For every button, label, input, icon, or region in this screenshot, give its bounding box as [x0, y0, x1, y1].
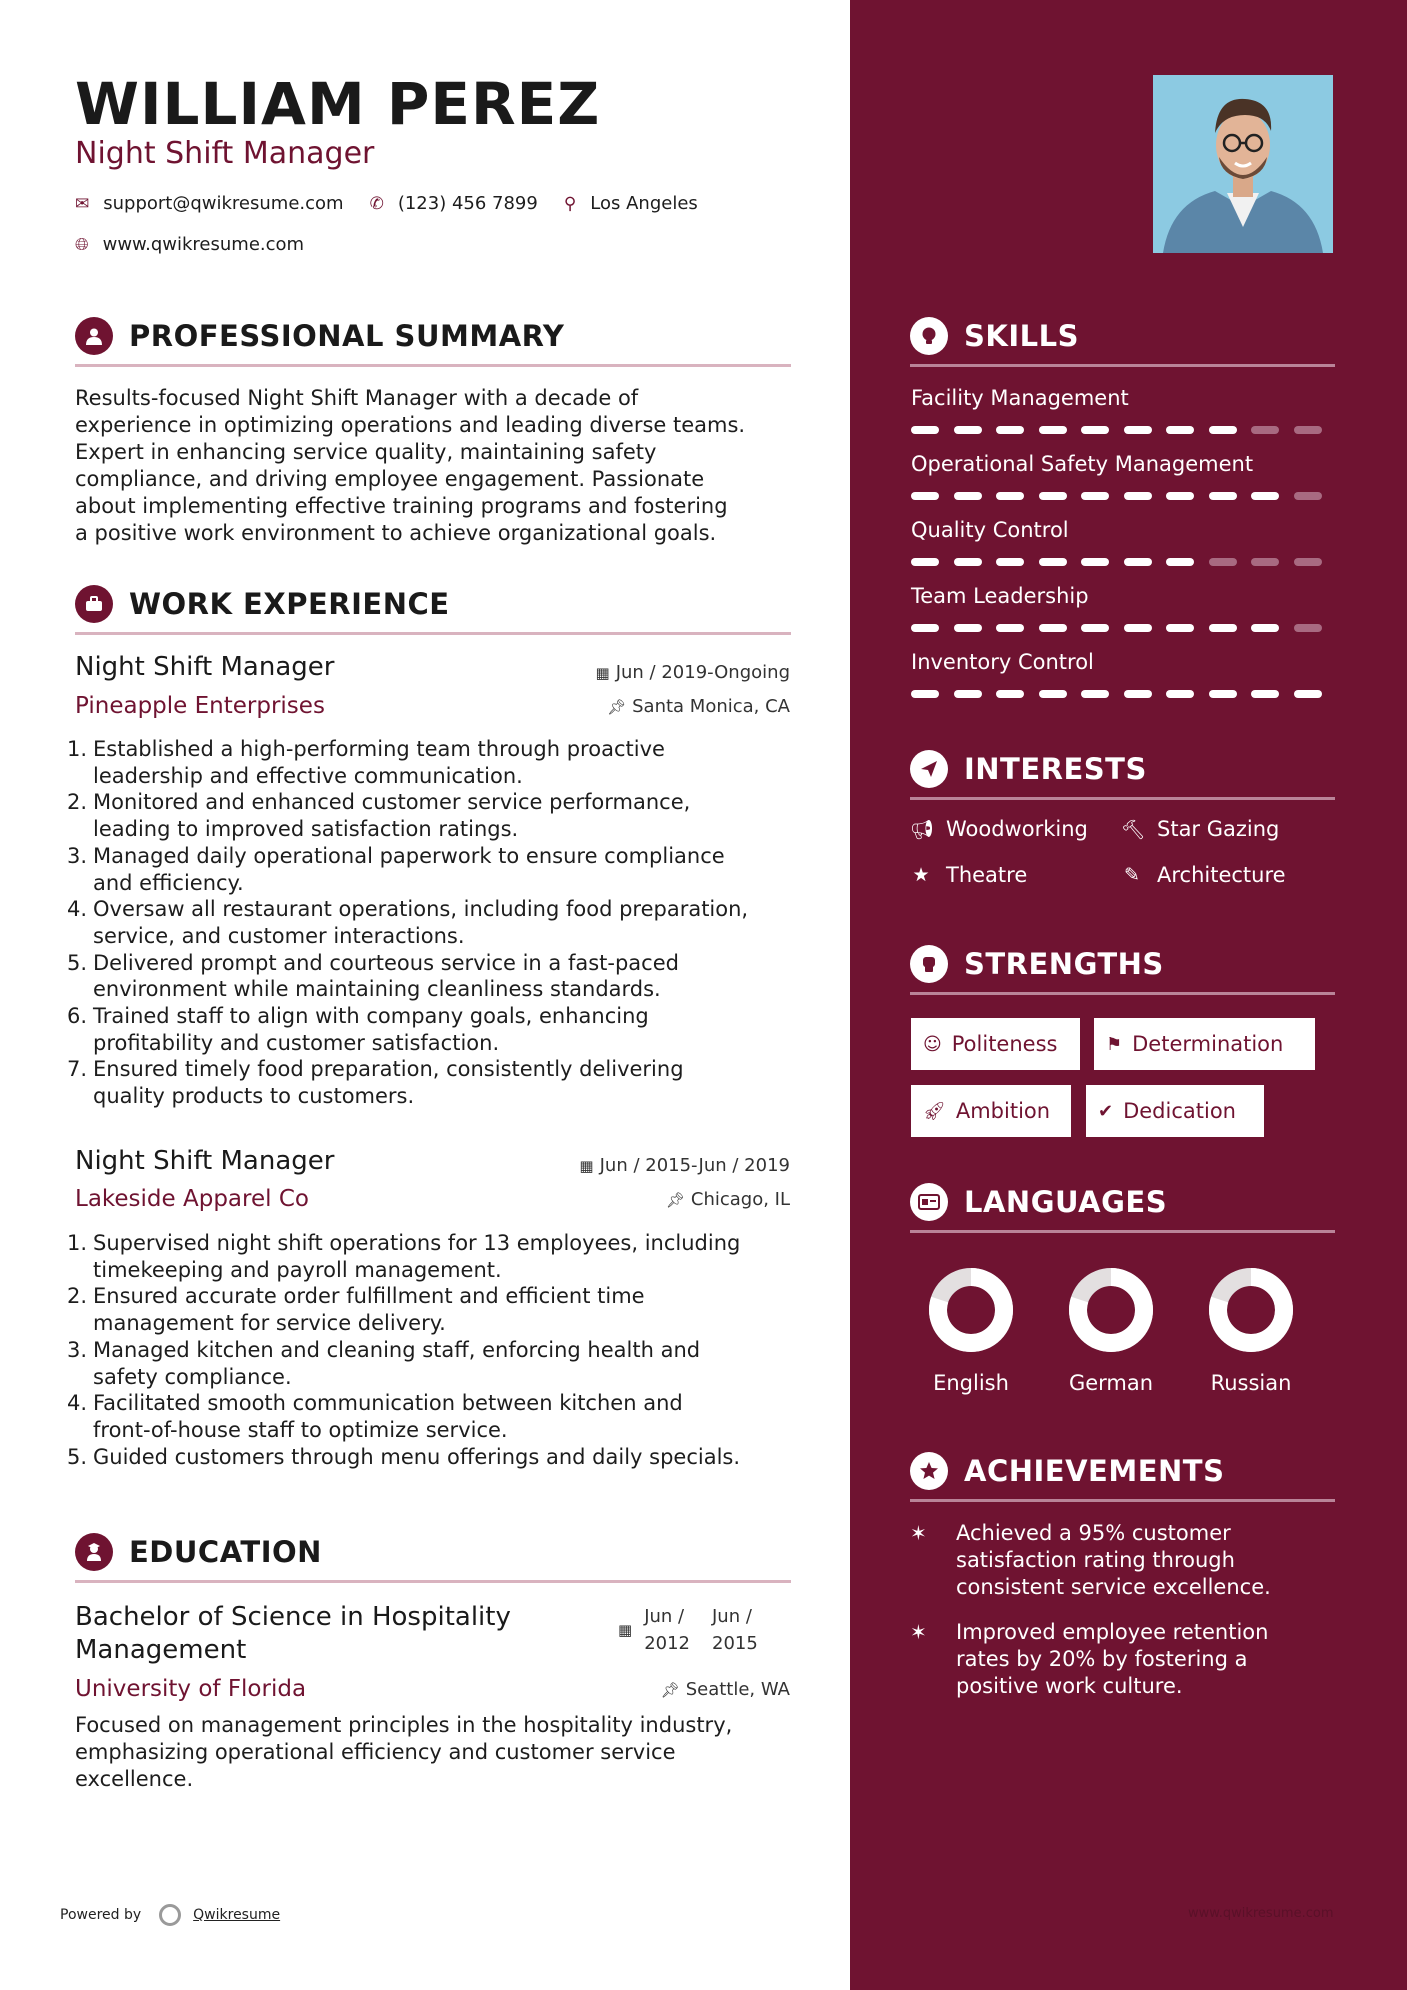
- skill-dash: [1294, 690, 1322, 698]
- check-circle-icon: ✔: [1098, 1100, 1114, 1122]
- interest-item: [910, 863, 1027, 887]
- skill-dash: [1166, 624, 1194, 632]
- degree-line: Management: [75, 1635, 247, 1665]
- language-ring: [1066, 1265, 1156, 1355]
- skill-dash: [911, 426, 939, 434]
- job-title: Night Shift Manager: [75, 652, 335, 682]
- user-icon: [75, 317, 113, 355]
- interests-rule: [910, 797, 1335, 800]
- strengths-rule: [910, 992, 1335, 995]
- skill-dash: [1209, 690, 1237, 698]
- degree-line: Bachelor of Science in Hospitality: [75, 1602, 511, 1632]
- skill-dash: [911, 492, 939, 500]
- list-line: Managed kitchen and cleaning staff, enforcing health and: [93, 1337, 701, 1362]
- job-title: Night Shift Manager: [75, 1146, 335, 1176]
- education-rule: [75, 1580, 791, 1583]
- interest-item: [910, 817, 1088, 841]
- summary-line: compliance, and driving employee engagement. Passionate: [75, 467, 705, 491]
- interest-label: Architecture: [1157, 863, 1286, 887]
- calendar-icon: ▦: [618, 1621, 633, 1639]
- skill-name: Facility Management: [911, 386, 1129, 410]
- list-line: management for service delivery.: [93, 1311, 446, 1336]
- phone-text: (123) 456 7899: [397, 193, 538, 214]
- powered-by-text: Powered by: [60, 1907, 142, 1923]
- education-heading: [75, 1528, 791, 1576]
- language-ring: [926, 1265, 1016, 1355]
- skill-dash: [954, 624, 982, 632]
- list-item: [67, 789, 797, 842]
- language-ring: [1206, 1265, 1296, 1355]
- interest-label: Star Gazing: [1157, 817, 1280, 841]
- skill-dash: [1039, 690, 1067, 698]
- list-line: Ensured timely food preparation, consistently delivering: [93, 1057, 684, 1082]
- list-line: Guided customers through menu offerings and daily specials.: [93, 1444, 741, 1469]
- skill-dash: [1166, 690, 1194, 698]
- skill-dash: [1124, 558, 1152, 566]
- job-bullets: [67, 736, 797, 1110]
- list-line: front-of-house staff to optimize service.: [93, 1417, 508, 1442]
- skill-dash: [1209, 426, 1237, 434]
- list-line: timekeeping and payroll management.: [93, 1257, 502, 1282]
- calendar-icon: ▦: [579, 1157, 594, 1175]
- skill-dash: [1124, 624, 1152, 632]
- job-location: [666, 1189, 790, 1210]
- achievement-line: satisfaction rating through: [956, 1548, 1235, 1572]
- achievement-line: Improved employee retention: [956, 1620, 1269, 1644]
- list-line: Ensured accurate order fulfillment and efficient time: [93, 1284, 645, 1309]
- list-number: 4.: [67, 1391, 88, 1416]
- skill-name: Inventory Control: [911, 650, 1094, 674]
- list-line: safety compliance.: [93, 1364, 292, 1389]
- job-date-text: Jun / 2015-Jun / 2019: [599, 1155, 790, 1176]
- skill-dash: [996, 624, 1024, 632]
- skill-dash: [1251, 558, 1279, 566]
- skill-dash: [1039, 426, 1067, 434]
- strength-label: Politeness: [951, 1032, 1058, 1056]
- list-line: Trained staff to align with company goals, enhancing: [93, 1004, 649, 1029]
- skill-dash: [996, 492, 1024, 500]
- language-label: German: [1068, 1371, 1154, 1395]
- list-number: 3.: [67, 843, 88, 868]
- envelope-icon: ✉: [75, 193, 90, 214]
- experience-rule: [75, 632, 791, 635]
- fist-icon: [910, 945, 948, 983]
- briefcase-icon: [75, 585, 113, 623]
- summary-text: [75, 385, 795, 547]
- list-number: 1.: [67, 737, 88, 761]
- strengths-heading: [910, 940, 1335, 988]
- calendar-icon: ▦: [595, 664, 610, 682]
- watermark-text: www.qwikresume.com: [1188, 1906, 1334, 1921]
- achievement-text: [956, 1520, 1271, 1601]
- skill-dash: [954, 426, 982, 434]
- education-end-month: Jun /: [712, 1606, 752, 1627]
- education-title: EDUCATION: [129, 1535, 322, 1569]
- education-dates: [618, 1603, 758, 1657]
- achievement-item: [910, 1619, 1330, 1700]
- education-line: emphasizing operational efficiency and customer service: [75, 1740, 676, 1764]
- megaphone-icon: 📢︎: [910, 818, 935, 841]
- list-line: Monitored and enhanced customer service performance,: [93, 790, 691, 815]
- achievement-line: Achieved a 95% customer: [956, 1521, 1231, 1545]
- list-item: [67, 843, 797, 896]
- qwikresume-logo-icon: [159, 1904, 181, 1926]
- job-company: Lakeside Apparel Co: [75, 1186, 309, 1212]
- list-line: environment while maintaining cleanliness standards.: [93, 977, 661, 1002]
- list-item: [67, 1283, 797, 1336]
- skill-dash: [1124, 426, 1152, 434]
- summary-line: Expert in enhancing service quality, maintaining safety: [75, 440, 657, 464]
- education-description: [75, 1712, 795, 1793]
- skill-dash: [1294, 426, 1322, 434]
- summary-line: experience in optimizing operations and leading diverse teams.: [75, 413, 746, 437]
- profile-photo: [1153, 75, 1333, 253]
- achievements-rule: [910, 1499, 1335, 1502]
- list-number: 3.: [67, 1337, 88, 1362]
- skills-rule: [910, 364, 1335, 367]
- achievement-line: positive work culture.: [956, 1674, 1183, 1698]
- achievements-title: ACHIEVEMENTS: [964, 1454, 1225, 1488]
- skill-dash: [911, 690, 939, 698]
- skill-dash: [954, 690, 982, 698]
- skill-dash: [1294, 492, 1322, 500]
- skill-dash: [1081, 624, 1109, 632]
- strength-chip: [1094, 1018, 1315, 1070]
- list-number: 5.: [67, 950, 88, 975]
- list-item: [67, 1390, 797, 1443]
- list-line: and efficiency.: [93, 870, 244, 895]
- job-location: [607, 696, 790, 717]
- candidate-name: WILLIAM PEREZ: [75, 70, 601, 138]
- website-link[interactable]: www.qwikresume.com: [102, 234, 305, 255]
- ruler-icon: ✎: [1124, 864, 1140, 886]
- list-item: [67, 736, 797, 789]
- skill-dash: [911, 624, 939, 632]
- list-line: profitability and customer satisfaction.: [93, 1030, 500, 1055]
- job-location-text: Chicago, IL: [690, 1189, 790, 1210]
- list-number: 1.: [67, 1231, 88, 1255]
- skill-bar: [911, 558, 1336, 566]
- strength-chip: [911, 1085, 1071, 1137]
- skill-dash: [1294, 624, 1322, 632]
- shooting-star-icon: ✶: [910, 1620, 927, 1644]
- summary-heading: [75, 312, 791, 360]
- lightbulb-icon: [910, 317, 948, 355]
- skill-name: Operational Safety Management: [911, 452, 1254, 476]
- skill-dash: [1081, 492, 1109, 500]
- achievement-line: rates by 20% by fostering a: [956, 1647, 1248, 1671]
- skills-heading: [910, 312, 1335, 360]
- rocket-icon: 🚀︎: [923, 1100, 946, 1122]
- skill-name: Quality Control: [911, 518, 1069, 542]
- skill-dash: [996, 426, 1024, 434]
- skill-dash: [1209, 492, 1237, 500]
- list-item: [67, 1056, 797, 1109]
- skill-dash: [911, 558, 939, 566]
- skill-dash: [954, 558, 982, 566]
- skills-title: SKILLS: [964, 319, 1079, 353]
- list-line: leadership and effective communication.: [93, 763, 523, 788]
- summary-line: a positive work environment to achieve organizational goals.: [75, 521, 717, 545]
- footer: [60, 1904, 280, 1926]
- list-item: [67, 1337, 797, 1390]
- education-start: [644, 1603, 690, 1657]
- language-label: Russian: [1210, 1371, 1292, 1395]
- list-line: Delivered prompt and courteous service in a fast-paced: [93, 950, 679, 975]
- interest-item: [1121, 817, 1279, 841]
- summary-line: about implementing effective training programs and fostering: [75, 494, 728, 518]
- skill-dash: [1124, 690, 1152, 698]
- interests-title: INTERESTS: [964, 752, 1147, 786]
- skill-bar: [911, 624, 1336, 632]
- summary-title: PROFESSIONAL SUMMARY: [129, 319, 565, 353]
- skill-dash: [1039, 558, 1067, 566]
- skill-dash: [1251, 426, 1279, 434]
- job-date-text: Jun / 2019-Ongoing: [615, 662, 790, 683]
- degree-title: [75, 1601, 511, 1667]
- experience-heading: [75, 580, 791, 628]
- skill-dash: [954, 492, 982, 500]
- strength-chip: [1086, 1085, 1264, 1137]
- summary-line: Results-focused Night Shift Manager with a decade of: [75, 386, 639, 410]
- education-line: Focused on management principles in the hospitality industry,: [75, 1713, 733, 1737]
- education-line: excellence.: [75, 1767, 194, 1791]
- interest-label: Theatre: [946, 863, 1028, 887]
- skill-dash: [996, 558, 1024, 566]
- achievement-item: [910, 1520, 1330, 1601]
- skill-dash: [1251, 492, 1279, 500]
- flag-icon: ⚑: [1106, 1033, 1123, 1055]
- skill-dash: [1251, 624, 1279, 632]
- education-location-text: Seattle, WA: [685, 1679, 790, 1700]
- qwikresume-link[interactable]: Qwikresume: [193, 1907, 281, 1923]
- star-badge-icon: [910, 1452, 948, 1490]
- list-item: [67, 1003, 797, 1056]
- list-line: Supervised night shift operations for 13 employees, including: [93, 1231, 741, 1255]
- job-bullets: [67, 1230, 797, 1470]
- strength-label: Ambition: [955, 1099, 1051, 1123]
- skill-dash: [1081, 690, 1109, 698]
- skill-bar: [911, 426, 1336, 434]
- languages-title: LANGUAGES: [964, 1185, 1168, 1219]
- list-item: [67, 1444, 797, 1471]
- graduate-icon: [75, 1533, 113, 1571]
- list-line: quality products to customers.: [93, 1084, 415, 1109]
- skill-dash: [1166, 426, 1194, 434]
- experience-title: WORK EXPERIENCE: [129, 587, 450, 621]
- achievement-text: [956, 1619, 1268, 1700]
- job-date: [596, 662, 790, 683]
- skill-dash: [1209, 558, 1237, 566]
- education-start-year: 2012: [644, 1633, 690, 1654]
- education-location: [661, 1679, 790, 1700]
- pushpin-icon: 📌︎: [660, 1681, 680, 1699]
- job-location-text: Santa Monica, CA: [632, 696, 790, 717]
- language-label: English: [933, 1371, 1009, 1395]
- job-company: Pineapple Enterprises: [75, 693, 325, 719]
- shooting-star-icon: ✶: [910, 1521, 927, 1545]
- list-number: 6.: [67, 1004, 88, 1029]
- pushpin-icon: 📌︎: [607, 698, 627, 716]
- star-icon: ★: [912, 864, 930, 886]
- list-item: [67, 950, 797, 1003]
- skill-dash: [1294, 558, 1322, 566]
- strengths-title: STRENGTHS: [964, 947, 1164, 981]
- languages-rule: [910, 1230, 1335, 1233]
- strength-label: Dedication: [1123, 1099, 1236, 1123]
- list-number: 2.: [67, 1284, 88, 1309]
- skill-dash: [1166, 492, 1194, 500]
- skill-dash: [1251, 690, 1279, 698]
- skill-dash: [1039, 624, 1067, 632]
- list-line: Established a high-performing team through proactive: [93, 737, 665, 761]
- email-link[interactable]: support@qwikresume.com: [103, 193, 344, 214]
- list-number: 5.: [67, 1444, 88, 1469]
- school-name: University of Florida: [75, 1676, 307, 1702]
- translate-icon: [910, 1183, 948, 1221]
- achievements-heading: [910, 1447, 1335, 1495]
- skill-dash: [1209, 624, 1237, 632]
- list-line: leading to improved satisfaction ratings.: [93, 817, 519, 842]
- list-line: Oversaw all restaurant operations, including food preparation,: [93, 897, 749, 922]
- strength-chip: [911, 1018, 1080, 1070]
- interest-label: Woodworking: [946, 817, 1088, 841]
- list-item: [67, 896, 797, 949]
- map-pin-icon: ⚲: [563, 193, 577, 214]
- skill-name: Team Leadership: [911, 584, 1089, 608]
- gavel-icon: 🔨︎: [1121, 818, 1146, 841]
- phone-icon: ✆: [369, 193, 384, 214]
- list-line: Managed daily operational paperwork to ensure compliance: [93, 843, 725, 868]
- skill-bar: [911, 690, 1336, 698]
- education-end-year: 2015: [712, 1633, 758, 1654]
- skill-dash: [1124, 492, 1152, 500]
- list-item: [67, 1230, 797, 1283]
- skill-dash: [1039, 492, 1067, 500]
- education-end: [712, 1603, 758, 1657]
- globe-icon: 🌐︎: [75, 234, 89, 255]
- skill-dash: [1081, 558, 1109, 566]
- skill-bar: [911, 492, 1336, 500]
- skill-dash: [996, 690, 1024, 698]
- candidate-role: Night Shift Manager: [75, 136, 375, 171]
- website-row: [75, 234, 330, 255]
- smile-icon: ☺: [923, 1033, 942, 1055]
- paper-plane-icon: [910, 750, 948, 788]
- list-number: 7.: [67, 1057, 88, 1082]
- list-line: Facilitated smooth communication between kitchen and: [93, 1391, 683, 1416]
- skill-dash: [1166, 558, 1194, 566]
- list-number: 2.: [67, 790, 88, 815]
- interest-item: [1121, 863, 1286, 887]
- pushpin-icon: 📌︎: [665, 1191, 685, 1209]
- contact-row: [75, 193, 724, 214]
- job-date: [579, 1155, 790, 1176]
- achievement-line: consistent service excellence.: [956, 1575, 1271, 1599]
- skill-dash: [1081, 426, 1109, 434]
- list-number: 4.: [67, 897, 88, 922]
- summary-rule: [75, 364, 791, 367]
- education-start-month: Jun /: [644, 1606, 685, 1627]
- location-text: Los Angeles: [590, 193, 698, 214]
- languages-heading: [910, 1178, 1335, 1226]
- list-line: service, and customer interactions.: [93, 923, 465, 948]
- strength-label: Determination: [1132, 1032, 1284, 1056]
- interests-heading: [910, 745, 1335, 793]
